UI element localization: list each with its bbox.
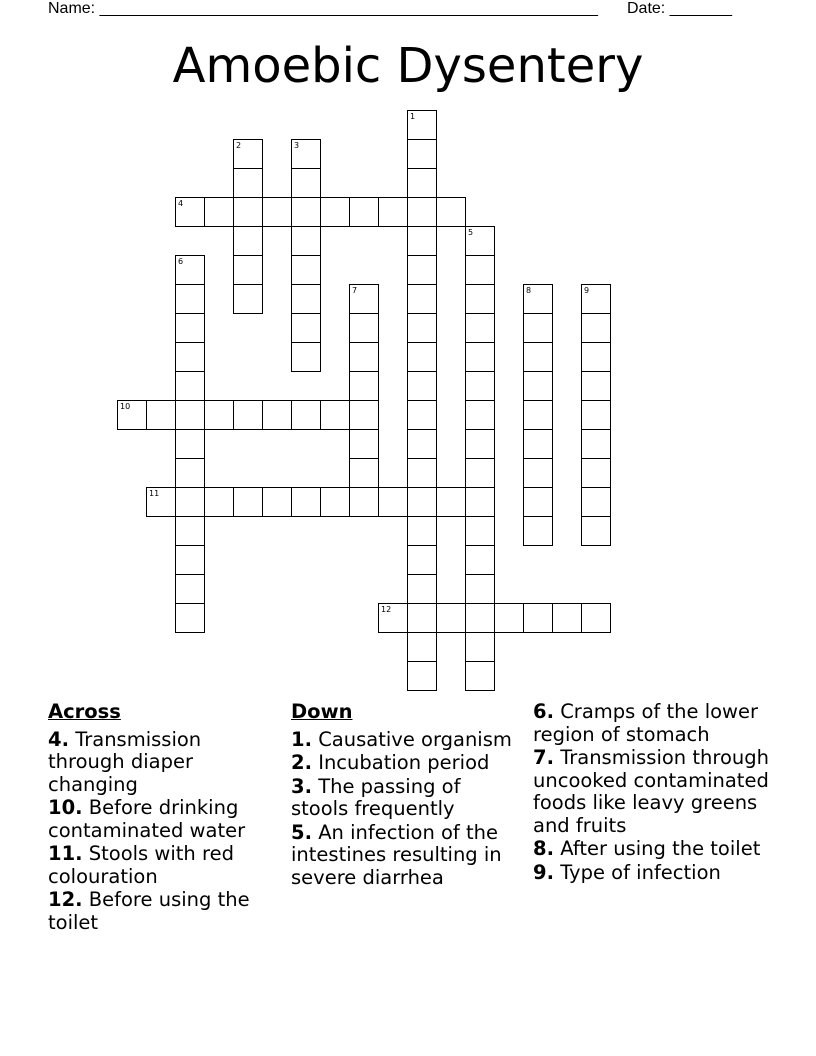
grid-cell[interactable] <box>465 574 495 604</box>
clue-across-10 <box>48 797 278 842</box>
grid-cell[interactable] <box>407 603 437 633</box>
grid-cell[interactable] <box>523 516 553 546</box>
grid-cell[interactable] <box>465 458 495 488</box>
grid-cell[interactable] <box>465 226 495 256</box>
grid-cell[interactable] <box>581 400 611 430</box>
clue-down-2 <box>291 752 521 775</box>
grid-cell[interactable] <box>233 487 263 517</box>
clue-text: Transmission through uncooked contaminated foods like leavy greens and fruits <box>533 746 769 837</box>
clue-number: 2. <box>291 751 312 774</box>
grid-cell[interactable] <box>349 313 379 343</box>
grid-cell[interactable] <box>465 603 495 633</box>
grid-cell[interactable] <box>581 487 611 517</box>
grid-cell[interactable] <box>436 603 466 633</box>
clue-text: Incubation period <box>318 751 490 774</box>
clue-across-12 <box>48 889 278 934</box>
grid-cell[interactable] <box>146 487 176 517</box>
grid-cell[interactable] <box>523 371 553 401</box>
grid-cell[interactable] <box>175 284 205 314</box>
grid-cell[interactable] <box>407 110 437 140</box>
grid-cell[interactable] <box>436 197 466 227</box>
clue-text: Causative organism <box>318 727 512 751</box>
clue-across-11 <box>48 843 278 888</box>
grid-cell[interactable] <box>465 255 495 285</box>
grid-cell[interactable] <box>407 284 437 314</box>
grid-cell[interactable] <box>262 487 292 517</box>
clue-down-1 <box>291 729 521 752</box>
grid-cell[interactable] <box>465 632 495 662</box>
clue-number-label: 5 <box>468 228 474 237</box>
grid-cell[interactable] <box>465 487 495 517</box>
grid-cell[interactable] <box>407 574 437 604</box>
grid-cell[interactable] <box>465 545 495 575</box>
clue-number: 6. <box>533 700 554 723</box>
clue-number-label: 3 <box>294 141 300 150</box>
grid-cell[interactable] <box>204 400 234 430</box>
grid-cell[interactable] <box>175 429 205 459</box>
grid-cell[interactable] <box>523 400 553 430</box>
clue-text: After using the toilet <box>560 837 761 860</box>
grid-cell[interactable] <box>291 342 321 372</box>
grid-cell[interactable] <box>523 458 553 488</box>
grid-cell[interactable] <box>175 545 205 575</box>
clue-number-label: 1 <box>410 112 416 121</box>
clue-text: Cramps of the lower region of stomach <box>533 700 759 746</box>
down-clues-continued <box>533 701 773 885</box>
grid-cell[interactable] <box>320 400 350 430</box>
clue-number-label: 4 <box>178 199 184 208</box>
grid-cell[interactable] <box>233 400 263 430</box>
grid-cell[interactable] <box>175 603 205 633</box>
grid-cell[interactable] <box>407 139 437 169</box>
clue-number-label: 8 <box>526 286 532 295</box>
grid-cell[interactable] <box>233 168 263 198</box>
grid-cell[interactable] <box>349 487 379 517</box>
grid-cell[interactable] <box>320 487 350 517</box>
grid-cell[interactable] <box>349 284 379 314</box>
grid-cell[interactable] <box>262 400 292 430</box>
grid-cell[interactable] <box>291 168 321 198</box>
grid-cell[interactable] <box>407 516 437 546</box>
grid-cell[interactable] <box>175 516 205 546</box>
grid-cell[interactable] <box>407 342 437 372</box>
grid-cell[interactable] <box>494 603 524 633</box>
clue-text: Type of infection <box>560 860 721 884</box>
clue-text: Stools with red colouration <box>48 842 234 888</box>
grid-cell[interactable] <box>262 197 292 227</box>
clue-text: Transmission through diaper changing <box>48 727 202 796</box>
grid-cell[interactable] <box>407 661 437 691</box>
clue-number: 7. <box>533 746 554 769</box>
clue-text: Before using the toilet <box>48 888 250 934</box>
grid-cell[interactable] <box>233 139 263 169</box>
grid-cell[interactable] <box>407 371 437 401</box>
grid-cell[interactable] <box>378 487 408 517</box>
grid-cell[interactable] <box>407 226 437 256</box>
grid-cell[interactable] <box>465 342 495 372</box>
grid-cell[interactable] <box>291 255 321 285</box>
grid-cell[interactable] <box>465 516 495 546</box>
grid-cell[interactable] <box>581 603 611 633</box>
grid-cell[interactable] <box>349 400 379 430</box>
across-heading: Across <box>48 700 121 723</box>
grid-cell[interactable] <box>523 342 553 372</box>
clue-number-label: 9 <box>584 286 590 295</box>
clue-number: 10. <box>48 796 83 819</box>
grid-cell[interactable] <box>204 197 234 227</box>
grid-cell[interactable] <box>407 429 437 459</box>
grid-cell[interactable] <box>407 400 437 430</box>
grid-cell[interactable] <box>349 371 379 401</box>
grid-cell[interactable] <box>552 603 582 633</box>
clue-number: 4. <box>48 727 69 751</box>
grid-cell[interactable] <box>349 342 379 372</box>
grid-cell[interactable] <box>581 458 611 488</box>
grid-cell[interactable] <box>175 197 205 227</box>
grid-cell[interactable] <box>291 400 321 430</box>
grid-cell[interactable] <box>349 197 379 227</box>
grid-cell[interactable] <box>523 313 553 343</box>
puzzle-title: Amoebic Dysentery <box>172 38 644 94</box>
clue-down-9 <box>533 862 773 885</box>
grid-cell[interactable] <box>320 197 350 227</box>
grid-cell[interactable] <box>175 371 205 401</box>
clue-number-label: 11 <box>149 489 160 498</box>
grid-cell[interactable] <box>465 400 495 430</box>
grid-cell[interactable] <box>523 284 553 314</box>
clue-number-label: 7 <box>352 286 358 295</box>
grid-cell[interactable] <box>233 226 263 256</box>
clue-number: 5. <box>291 820 312 844</box>
clue-number: 11. <box>48 842 83 865</box>
clue-down-3 <box>291 776 521 821</box>
grid-cell[interactable] <box>581 284 611 314</box>
grid-cell[interactable] <box>291 139 321 169</box>
grid-cell[interactable] <box>523 487 553 517</box>
grid-cell[interactable] <box>407 197 437 227</box>
grid-cell[interactable] <box>407 255 437 285</box>
grid-cell[interactable] <box>465 371 495 401</box>
down-heading: Down <box>291 700 353 723</box>
grid-cell[interactable] <box>465 284 495 314</box>
clue-number-label: 10 <box>120 402 131 411</box>
name-field-label: Name: ________________________________________________________ <box>48 0 598 17</box>
clue-down-8 <box>533 838 773 861</box>
grid-cell[interactable] <box>523 429 553 459</box>
down-clues <box>291 701 521 890</box>
grid-cell[interactable] <box>407 458 437 488</box>
grid-cell[interactable] <box>175 313 205 343</box>
grid-cell[interactable] <box>291 197 321 227</box>
grid-cell[interactable] <box>581 371 611 401</box>
grid-cell[interactable] <box>436 487 466 517</box>
grid-cell[interactable] <box>378 197 408 227</box>
grid-cell[interactable] <box>523 603 553 633</box>
clue-number-label: 6 <box>178 257 184 266</box>
clue-number: 8. <box>533 837 554 860</box>
clue-number-label: 12 <box>381 605 392 614</box>
grid-cell[interactable] <box>204 487 234 517</box>
clue-down-6 <box>533 701 773 746</box>
grid-cell[interactable] <box>291 487 321 517</box>
clue-text: An infection of the intestines resulting in severe diarrhea <box>291 820 502 889</box>
clue-number-label: 2 <box>236 141 242 150</box>
across-clues <box>48 701 278 935</box>
clue-down-7 <box>533 747 773 837</box>
grid-cell[interactable] <box>175 342 205 372</box>
clue-across-4 <box>48 729 278 797</box>
grid-cell[interactable] <box>407 545 437 575</box>
grid-cell[interactable] <box>233 197 263 227</box>
grid-cell[interactable] <box>465 661 495 691</box>
grid-cell[interactable] <box>291 226 321 256</box>
grid-cell[interactable] <box>407 313 437 343</box>
clue-text: The passing of stools frequently <box>291 774 461 820</box>
date-field-label: Date: _______ <box>627 0 732 17</box>
clue-number: 3. <box>291 774 312 798</box>
grid-cell[interactable] <box>175 400 205 430</box>
grid-cell[interactable] <box>146 400 176 430</box>
grid-cell[interactable] <box>117 400 147 430</box>
grid-cell[interactable] <box>407 487 437 517</box>
grid-cell[interactable] <box>175 255 205 285</box>
grid-cell[interactable] <box>175 574 205 604</box>
grid-cell[interactable] <box>291 313 321 343</box>
grid-cell[interactable] <box>175 458 205 488</box>
clue-text: Before drinking contaminated water <box>48 796 246 842</box>
grid-cell[interactable] <box>291 284 321 314</box>
grid-cell[interactable] <box>233 255 263 285</box>
grid-cell[interactable] <box>581 516 611 546</box>
grid-cell[interactable] <box>378 603 408 633</box>
clue-number: 1. <box>291 727 312 751</box>
grid-cell[interactable] <box>407 168 437 198</box>
clue-number: 9. <box>533 860 554 884</box>
grid-cell[interactable] <box>581 313 611 343</box>
grid-cell[interactable] <box>349 458 379 488</box>
grid-cell[interactable] <box>465 313 495 343</box>
grid-cell[interactable] <box>407 632 437 662</box>
clue-number: 12. <box>48 888 83 911</box>
grid-cell[interactable] <box>581 342 611 372</box>
grid-cell[interactable] <box>175 487 205 517</box>
grid-cell[interactable] <box>465 429 495 459</box>
grid-cell[interactable] <box>581 429 611 459</box>
grid-cell[interactable] <box>349 429 379 459</box>
clue-down-5 <box>291 822 521 890</box>
grid-cell[interactable] <box>233 284 263 314</box>
